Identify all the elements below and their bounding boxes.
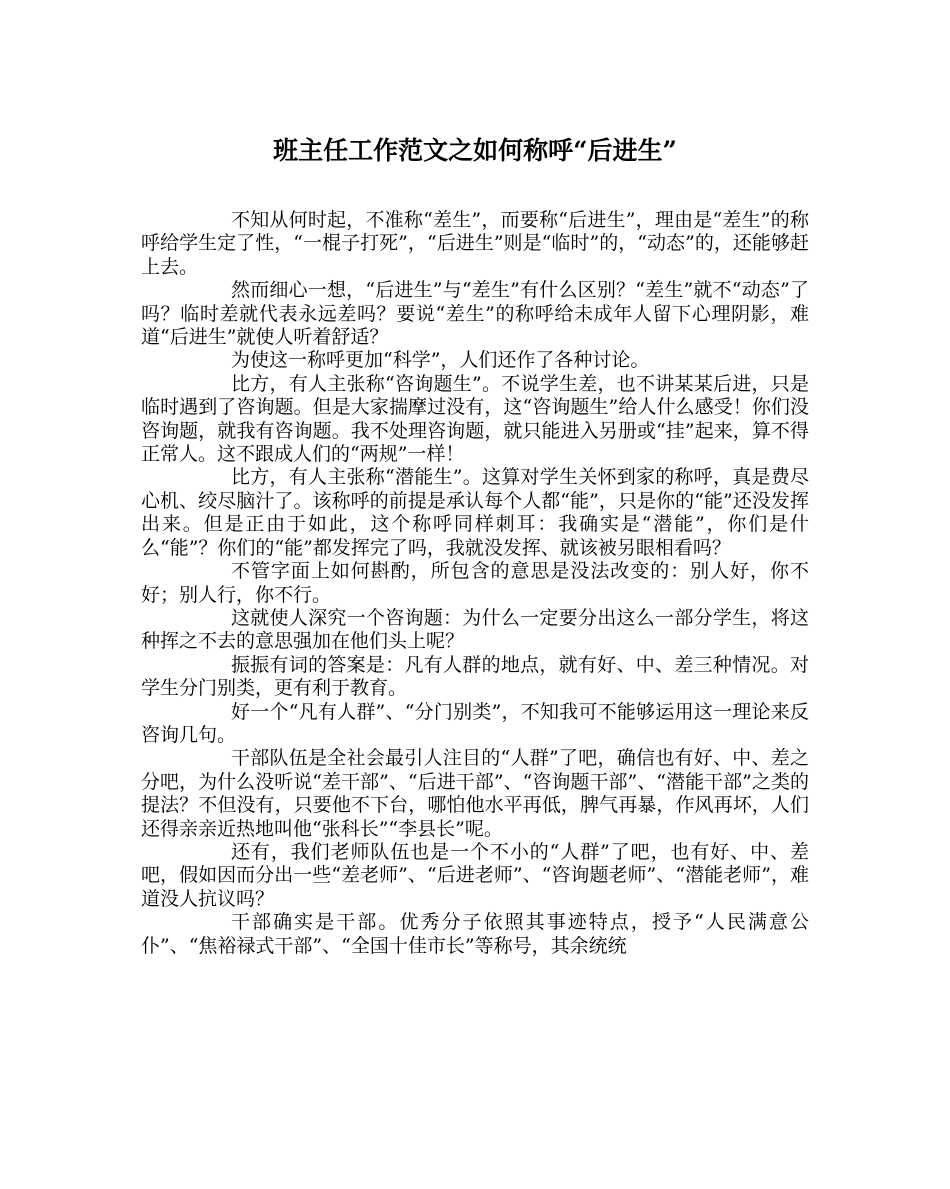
paragraph-11: 还有，我们老师队伍也是一个不小的“人群”了吧，也有好、中、差吧，假如因而分出一些“差老师”、“后进老师”、“咨询题老师”、“潜能老师”，难道没人抗议吗？: [141, 840, 809, 910]
paragraph-8: 振振有词的答案是：凡有人群的地点，就有好、中、差三种情况。对学生分门别类，更有利于教育。: [141, 653, 809, 700]
paragraph-9: 好一个“凡有人群”、“分门别类”，不知我可不能够运用这一理论来反咨询几句。: [141, 700, 809, 746]
paragraph-2: 然而细心一想，“后进生”与“差生”有什么区别？“差生”就不“动态”了吗？临时差就代表永远差吗？要说“差生”的称呼给未成年人留下心理阴影，难道“后进生”就使人听着舒适？: [141, 279, 809, 349]
paragraph-12: 干部确实是干部。优秀分子依照其事迹特点，授予“人民满意公仆”、“焦裕禄式干部”、“全国十佳市长”等称号，其余统统: [141, 911, 809, 957]
paragraph-10: 干部队伍是全社会最引人注目的“人群”了吧，确信也有好、中、差之分吧，为什么没听说“差干部”、“后进干部”、“咨询题干部”、“潜能干部”之类的提法？不但没有，只要他不下台，哪怕他水平再低，脾气再暴，作风再坏，人们还得亲亲近热地叫他“张科长”“李县长”呢。: [141, 747, 809, 840]
document-title: 班主任工作范文之如何称呼“后进生”: [273, 136, 677, 165]
paragraph-6: 不管字面上如何斟酌，所包含的意思是没法改变的：别人好，你不好；别人行，你不行。: [141, 560, 809, 606]
paragraph-5: 比方，有人主张称“潜能生”。这算对学生关怀到家的称呼，真是费尽心机、绞尽脑汁了。该称呼的前提是承认每个人都“能”，只是你的“能”还没发挥出来。但是正由于如此，这个称呼同样刺耳：我确实是“潜能”，你们是什么“能”？你们的“能”都发挥完了吗，我就没发挥、就该被另眼相看吗？: [141, 466, 809, 559]
document-body: [141, 209, 809, 958]
paragraph-3: 为使这一称呼更加“科学”，人们还作了各种讨论。: [231, 349, 650, 372]
paragraph-7: 这就使人深究一个咨询题：为什么一定要分出这么一部分学生，将这种挥之不去的意思强加在他们头上呢？: [141, 606, 809, 653]
paragraph-1: 不知从何时起，不准称“差生”，而要称“后进生”，理由是“差生”的称呼给学生定了性，“一棍子打死”，“后进生”则是“临时”的，“动态”的，还能够赶上去。: [141, 209, 809, 278]
paragraph-4: 比方，有人主张称“咨询题生”。不说学生差，也不讲某某后进，只是临时遇到了咨询题。但是大家揣摩过没有，这“咨询题生”给人什么感受！你们没咨询题，就我有咨询题。我不处理咨询题，就只能进入另册或“挂”起来，算不得正常人。这不跟成人们的“两规”一样！: [141, 372, 809, 466]
